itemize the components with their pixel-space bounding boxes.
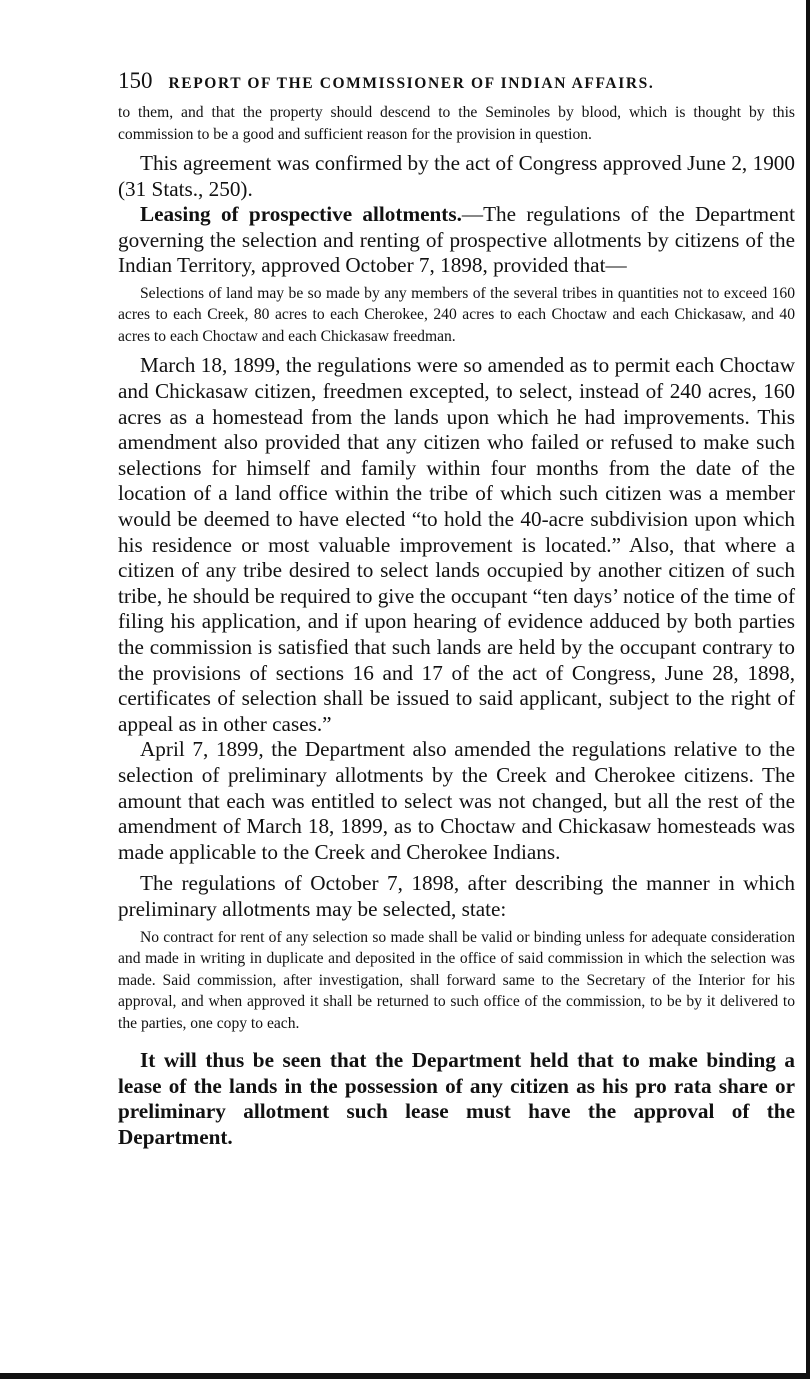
paragraph-leasing-body: —The regulations of the Department governing the selection and renting of prospective allotments by citizens of the Indian Territory, approved October 7, 1898, provided that— — [118, 202, 795, 278]
paragraph-leasing — [118, 202, 795, 279]
block-quote-selections: Selections of land may be so made by any members of the several tribes in quantities not to exceed 160 acres to each Creek, 80 acres to each Cherokee, 240 acres to each Choctaw and each Chickasaw, and 40 acres to each Choctaw and each Chickasaw freedman. — [118, 284, 795, 345]
document-page — [118, 68, 795, 1150]
paragraph-continuation: to them, and that the property should descend to the Seminoles by blood, which is thought by this commission to be a good and sufficient reason for the provision in question. — [118, 104, 795, 143]
paragraph-march-amendment: March 18, 1899, the regulations were so amended as to permit each Choctaw and Chickasaw citizen, freedmen excepted, to select, instead of 240 acres, 160 acres as a homestead from the lands upon which he had improvements. This amendment also provided that any citizen who failed or refused to make such selections for himself and family within four months from the date of the location of a land office within the tribe of which such citizen was a member would be deemed to have elected “to hold the 40-acre subdivision upon which his residence or most valuable improvement is located.” Also, that where a citizen of any tribe desired to select lands occupied by another citizen of such tribe, he should be required to give the occupant “ten days’ notice of the time of filing his application, and if upon hearing of evidence adduced by both parties the commission is satisfied that such lands are held by the occupant contrary to the provisions of sections 16 and 17 of the act of Congress, June 28, 1898, certificates of selection shall be issued to said applicant, subject to the right of appeal as in other cases.” — [118, 353, 795, 736]
paragraph-regulations-state: The regulations of October 7, 1898, after describing the manner in which preliminary allotments may be selected, state: — [118, 871, 795, 921]
page-edge-bottom — [0, 1373, 810, 1379]
running-head — [118, 68, 795, 102]
page-number: 150 — [118, 68, 153, 93]
paragraph-april-amendment: April 7, 1899, the Department also amended the regulations relative to the selection of preliminary allotments by the Creek and Cherokee citizens. The amount that each was entitled to select was not changed, but all the rest of the amendment of March 18, 1899, as to Choctaw and Chickasaw homesteads was made applicable to the Creek and Cherokee Indians. — [118, 737, 795, 864]
paragraph-agreement-confirmed: This agreement was confirmed by the act of Congress approved June 2, 1900 (31 Stats., 250). — [118, 151, 795, 201]
running-head-title: REPORT OF THE COMMISSIONER OF INDIAN AFFAIRS. — [168, 75, 655, 92]
page-edge-right — [806, 0, 810, 1379]
block-quote-contract: No contract for rent of any selection so made shall be valid or binding unless for adequate consideration and made in writing in duplicate and deposited in the office of said commission in which the selection was made. Said commission, after investigation, shall forward same to the Secretary of the Interior for his approval, and when approved it shall be returned to such office of the commission, to be by it delivered to the parties, one copy to each. — [118, 928, 795, 1032]
section-heading-leasing: Leasing of prospective allotments. — [140, 202, 462, 227]
paragraph-conclusion: It will thus be seen that the Department held that to make binding a lease of the lands in the possession of any citizen as his pro rata share or preliminary allotment such lease must have the approval of the Department. — [118, 1048, 795, 1149]
